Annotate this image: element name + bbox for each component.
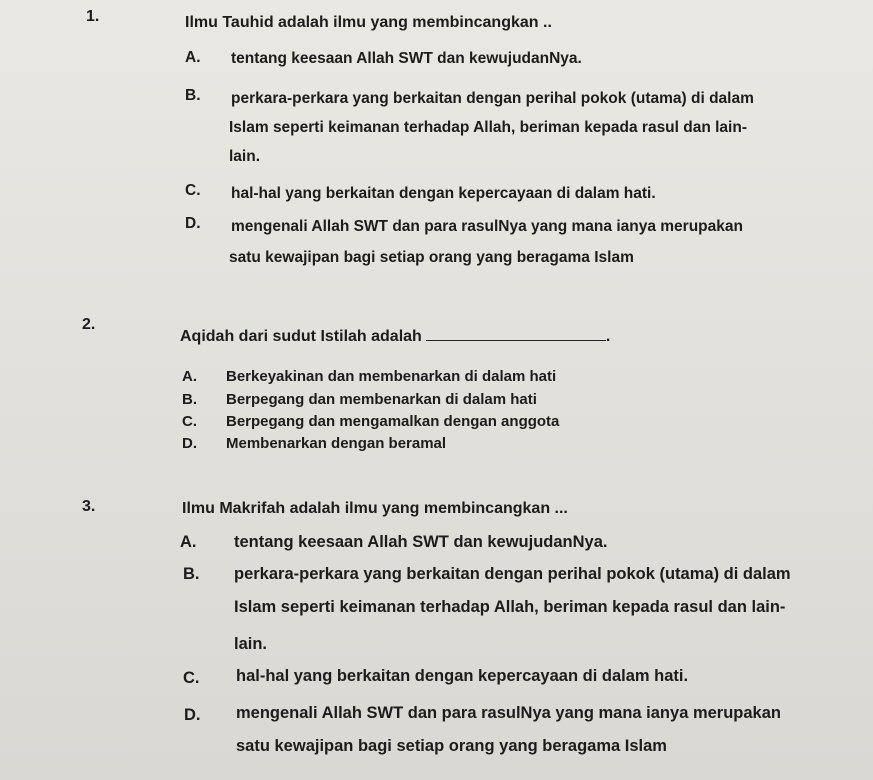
option-d-text-line1: mengenali Allah SWT dan para rasulNya yang mana ianya merupakan (231, 218, 743, 235)
option-letter-c: C. (183, 669, 200, 687)
question-text: Ilmu Tauhid adalah ilmu yang membincangkan .. (185, 14, 552, 31)
question-number: 1. (86, 8, 100, 25)
option-letter-a: A. (180, 533, 197, 551)
option-d-text-line2: satu kewajipan bagi setiap orang yang beragama Islam (236, 737, 667, 755)
question-text-end: . (605, 328, 611, 345)
answer-blank[interactable] (426, 326, 606, 341)
question-text-line (180, 326, 610, 346)
option-b-text-line3: lain. (234, 635, 268, 653)
option-letter-b: B. (182, 391, 197, 408)
option-letter-b: B. (183, 565, 200, 583)
question-number: 3. (82, 498, 96, 515)
option-b-text: Berpegang dan membenarkan di dalam hati (226, 391, 537, 408)
option-b-text-line1: perkara-perkara yang berkaitan dengan perihal pokok (utama) di dalam (231, 90, 754, 107)
question-text: Aqidah dari sudut Istilah adalah (180, 328, 422, 345)
option-d-text-line2: satu kewajipan bagi setiap orang yang beragama Islam (229, 249, 634, 266)
option-d-text-line1: mengenali Allah SWT dan para rasulNya yang mana ianya merupakan (236, 704, 781, 722)
option-letter-d: D. (184, 706, 201, 724)
option-a-text: tentang keesaan Allah SWT dan kewujudanNya. (231, 50, 582, 67)
option-a-text: Berkeyakinan dan membenarkan di dalam hati (226, 368, 557, 385)
question-text: Ilmu Makrifah adalah ilmu yang membincangkan ... (182, 500, 568, 517)
option-b-text-line3: lain. (229, 148, 261, 165)
option-letter-d: D. (185, 215, 201, 232)
option-c-text: hal-hal yang berkaitan dengan kepercayaan di dalam hati. (231, 185, 656, 202)
option-c-text: Berpegang dan mengamalkan dengan anggota (226, 413, 560, 430)
option-letter-b: B. (185, 87, 201, 104)
option-c-text: hal-hal yang berkaitan dengan kepercayaan di dalam hati. (236, 667, 689, 685)
option-letter-a: A. (185, 49, 201, 66)
option-letter-a: A. (182, 368, 197, 385)
question-number: 2. (82, 316, 96, 333)
option-b-text-line2: Islam seperti keimanan terhadap Allah, beriman kepada rasul dan lain- (234, 598, 786, 616)
option-letter-d: D. (182, 435, 197, 452)
option-a-text: tentang keesaan Allah SWT dan kewujudanNya. (234, 533, 608, 551)
option-letter-c: C. (182, 413, 197, 430)
option-letter-c: C. (185, 182, 201, 199)
option-b-text-line1: perkara-perkara yang berkaitan dengan perihal pokok (utama) di dalam (234, 565, 791, 583)
option-d-text: Membenarkan dengan beramal (226, 435, 447, 452)
option-b-text-line2: Islam seperti keimanan terhadap Allah, beriman kepada rasul dan lain- (229, 119, 747, 136)
